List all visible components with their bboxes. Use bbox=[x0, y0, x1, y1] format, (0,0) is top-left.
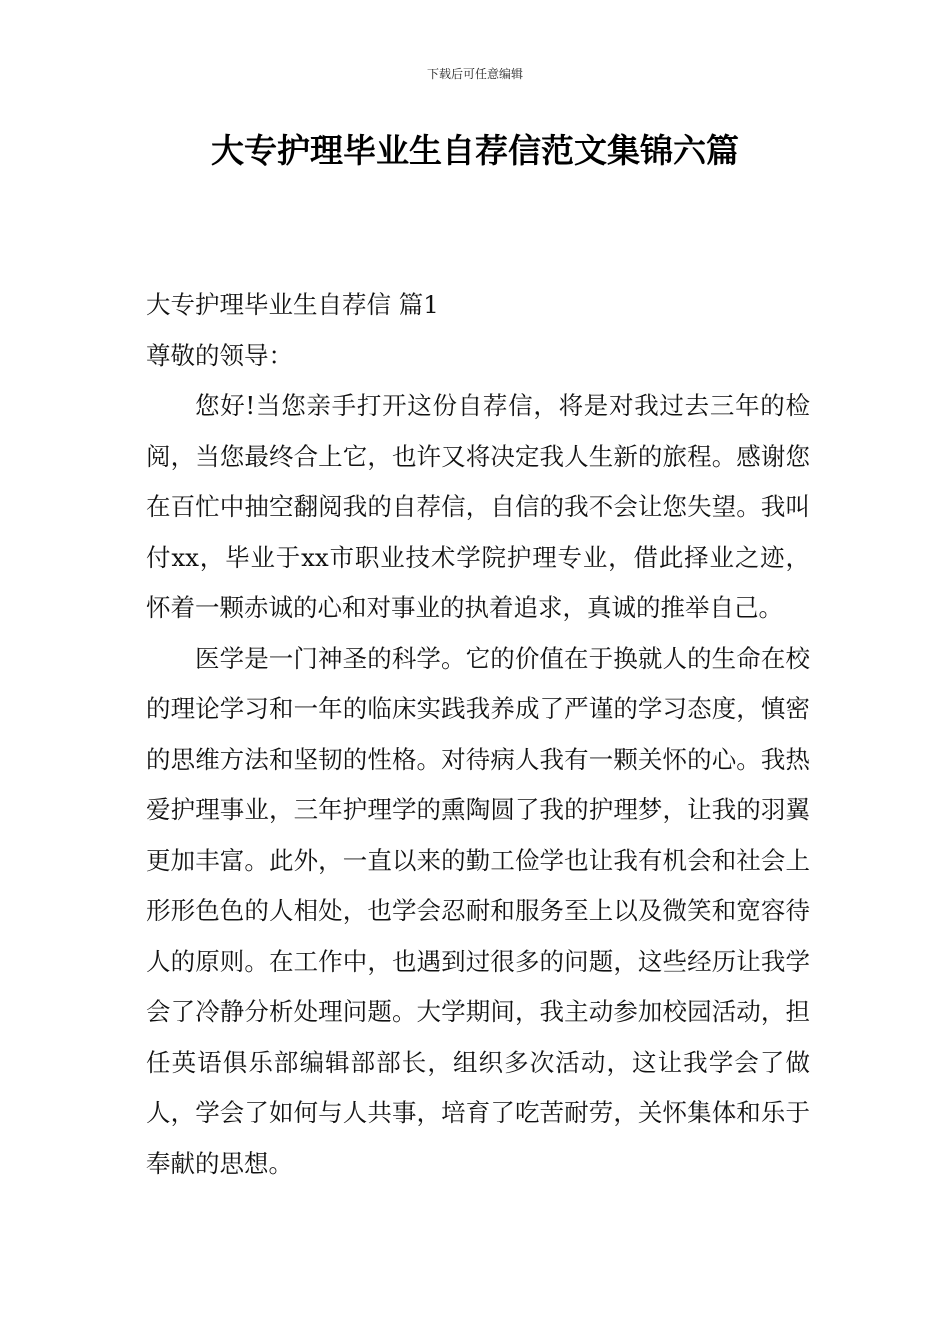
document-body bbox=[146, 280, 810, 1189]
section-heading: 大专护理毕业生自荐信 篇1 bbox=[146, 290, 439, 319]
salutation: 尊敬的领导： bbox=[146, 340, 293, 370]
header-note: 下载后可任意编辑 bbox=[426, 67, 523, 81]
paragraph-2: 医学是一门神圣的科学。它的价值在于换就人的生命在校的理论学习和一年的临床实践我养成了严谨的学习态度，慎密的思维方法和坚韧的性格。对待病人我有一颗关怀的心。我热爱护理事业，三年护理学的熏陶圆了我的护理梦，让我的羽翼更加丰富。此外，一直以来的勤工俭学也让我有机会和社会上形形色色的人相处，也学会忍耐和服务至上以及微笑和宽容待人的原则。在工作中，也遇到过很多的问题，这些经历让我学会了冷静分析处理问题。大学期间，我主动参加校园活动，担任英语俱乐部编辑部部长，组织多次活动，这让我学会了做人，学会了如何与人共事，培育了吃苦耐劳，关怀集体和乐于奉献的思想。 bbox=[146, 643, 810, 1178]
paragraph-1: 您好!当您亲手打开这份自荐信，将是对我过去三年的检阅，当您最终合上它，也许又将决定我人生新的旅程。感谢您在百忙中抽空翻阅我的自荐信，自信的我不会让您失望。我叫付xx，毕业于xx市职业技术学院护理专业，借此择业之迹，怀着一颗赤诚的心和对事业的执着追求，真诚的推举自己。 bbox=[146, 391, 810, 622]
document-title: 大专护理毕业生自荐信范文集锦六篇 bbox=[211, 131, 739, 170]
